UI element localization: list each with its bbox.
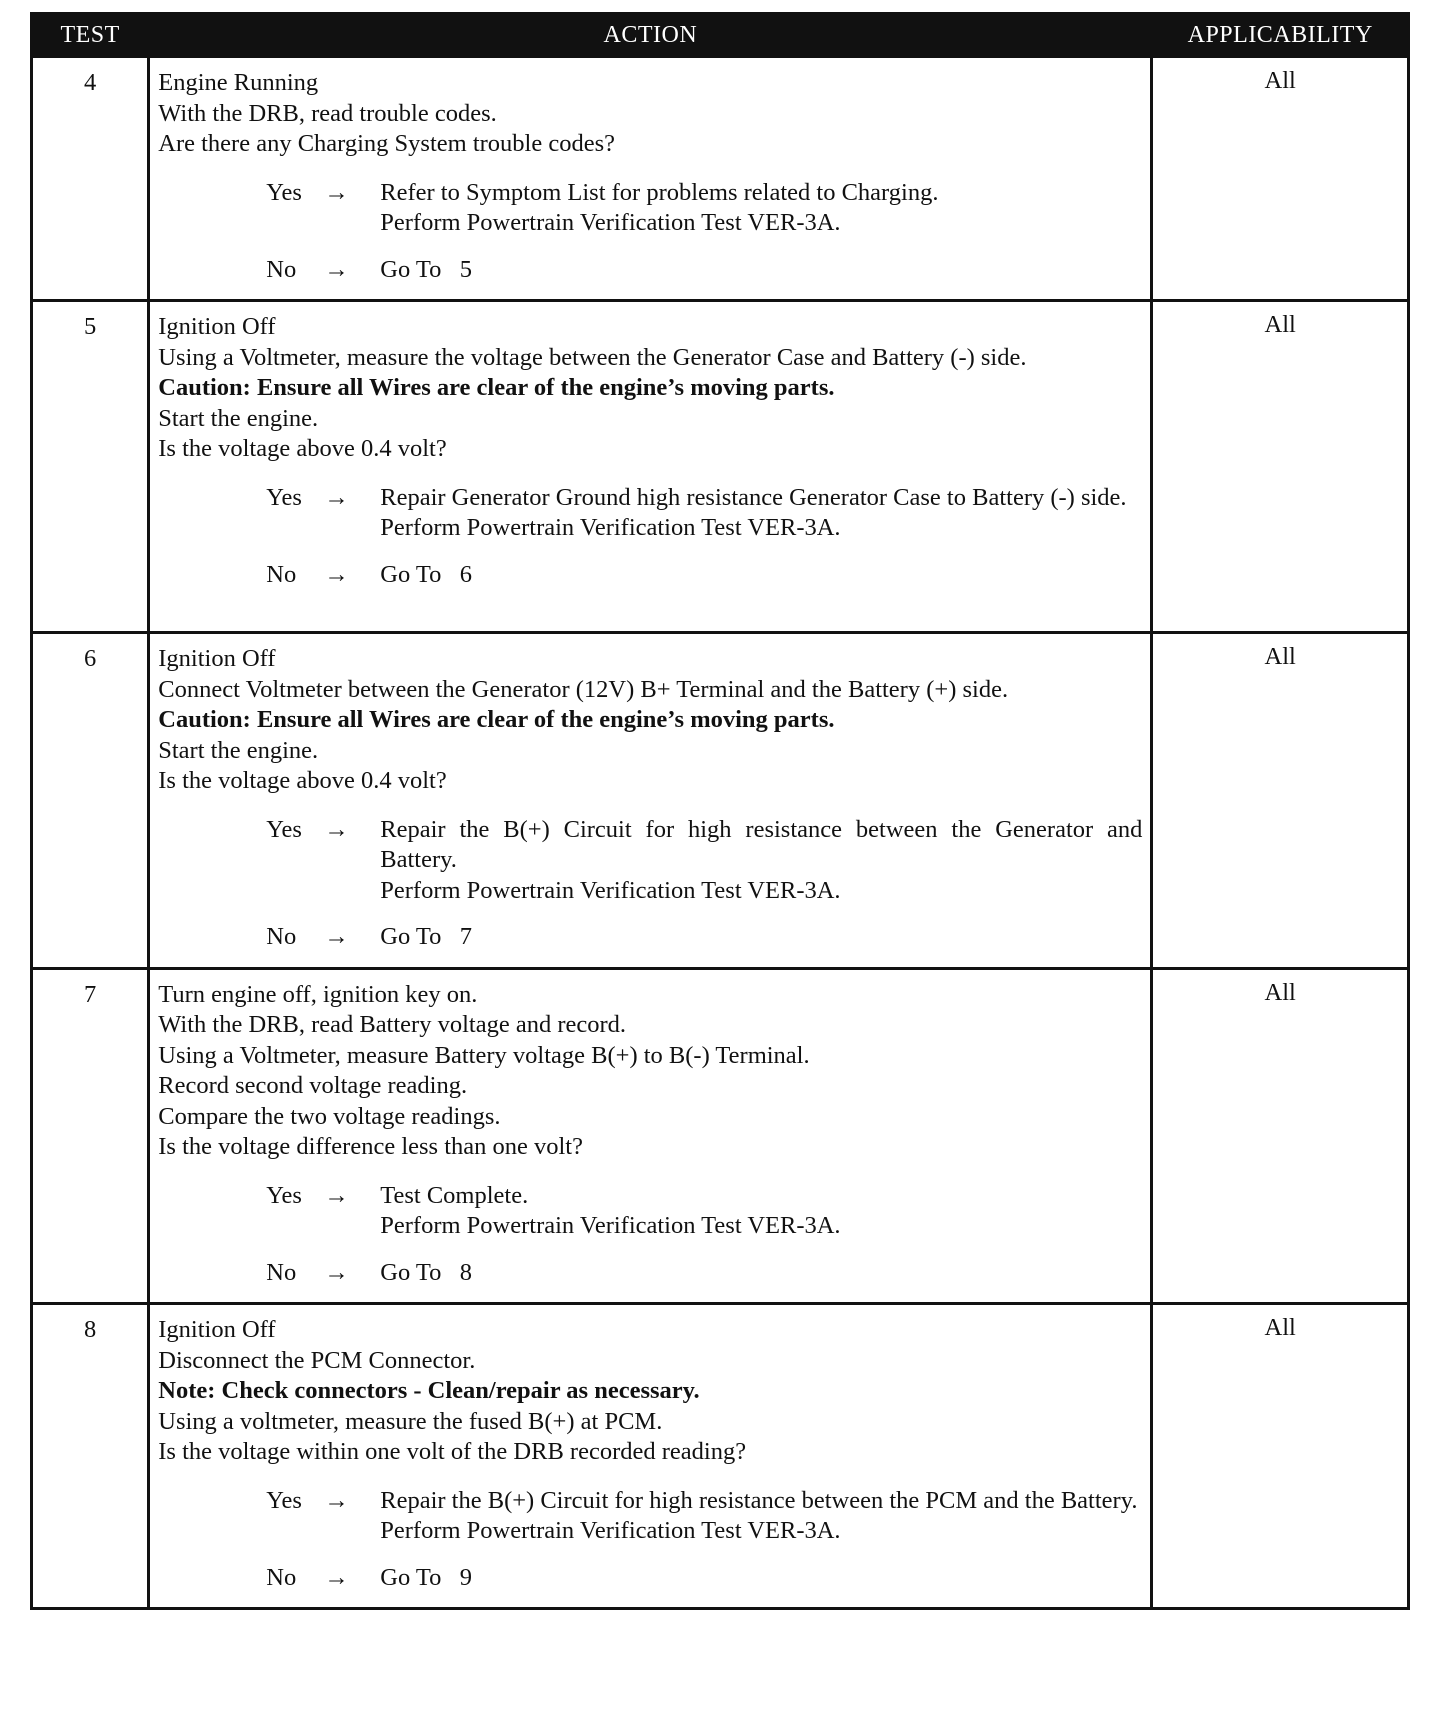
test-number: 7 <box>32 968 149 1304</box>
applicability-value: All <box>1152 57 1409 301</box>
no-result <box>380 1563 1142 1594</box>
test-number: 4 <box>32 57 149 301</box>
no-label: No <box>266 923 297 950</box>
yes-result <box>380 1181 1142 1242</box>
arrow-right-icon: → <box>324 1486 349 1514</box>
no-result <box>380 1258 1142 1289</box>
action-step: Is the voltage within one volt of the DRB recorded reading? <box>158 1438 747 1465</box>
yes-result <box>380 1486 1142 1547</box>
arrow-right-icon: → <box>324 560 349 588</box>
table-body <box>32 57 1409 1609</box>
result-line: Perform Powertrain Verification Test VER-3A. <box>380 1517 841 1544</box>
no-outcome <box>266 922 1142 953</box>
result-line: Go To 9 <box>380 1563 473 1591</box>
header-test: TEST <box>32 14 149 57</box>
action-step: Ignition Off <box>158 313 276 340</box>
spacer <box>158 1468 1142 1486</box>
action-step: Start the engine. <box>158 404 319 432</box>
action-step: Turn engine off, ignition key on. <box>158 980 478 1008</box>
yes-outcome <box>266 1486 1142 1547</box>
yes-label: Yes <box>266 1181 302 1209</box>
action-cell <box>149 301 1152 633</box>
no-result <box>380 255 1142 286</box>
arrow-right-icon: → <box>324 815 349 843</box>
yes-result <box>380 483 1142 544</box>
yes-label: Yes <box>266 1486 302 1514</box>
header-action: ACTION <box>149 14 1152 57</box>
caution-note: Note: Check connectors - Clean/repair as necessary. <box>158 1377 700 1404</box>
diagnostic-procedure-page <box>30 12 1410 1610</box>
table-row <box>32 301 1409 633</box>
action-step: Start the engine. <box>158 736 319 764</box>
action-step: Compare the two voltage readings. <box>158 1102 501 1130</box>
no-label: No <box>266 255 297 283</box>
yes-label: Yes <box>266 178 302 206</box>
yes-result <box>380 178 1142 239</box>
table-row <box>32 633 1409 969</box>
no-outcome <box>266 255 1142 286</box>
result-line: Go To 7 <box>380 923 473 950</box>
result-line: Go To 6 <box>380 560 473 588</box>
arrow-right-icon: → <box>324 1258 349 1286</box>
result-line: Perform Powertrain Verification Test VER-3A. <box>380 1212 841 1239</box>
applicability-value: All <box>1152 1304 1409 1609</box>
table-row <box>32 57 1409 301</box>
result-line: Repair the B(+) Circuit for high resistance between the PCM and the Battery. <box>380 1486 1138 1514</box>
arrow-right-icon: → <box>324 1181 349 1209</box>
no-result <box>380 922 1142 953</box>
arrow-right-icon: → <box>324 923 349 950</box>
no-label: No <box>266 560 297 588</box>
result-line: Perform Powertrain Verification Test VER-3A. <box>380 209 841 236</box>
no-label: No <box>266 1563 297 1591</box>
arrow-right-icon: → <box>324 483 349 511</box>
test-number: 8 <box>32 1304 149 1609</box>
table-row <box>32 1304 1409 1609</box>
caution-note: Caution: Ensure all Wires are clear of the engine’s moving parts. <box>158 374 835 401</box>
caution-note: Caution: Ensure all Wires are clear of the engine’s moving parts. <box>158 706 835 733</box>
yes-label: Yes <box>266 483 302 511</box>
action-step: Record second voltage reading. <box>158 1072 468 1099</box>
action-step: With the DRB, read Battery voltage and record. <box>158 1011 627 1038</box>
action-cell <box>149 57 1152 301</box>
arrow-right-icon: → <box>324 255 349 283</box>
action-step: Are there any Charging System trouble codes? <box>158 130 616 157</box>
applicability-value: All <box>1152 968 1409 1304</box>
result-line: Go To 5 <box>380 255 473 283</box>
no-outcome <box>266 1563 1142 1594</box>
yes-outcome <box>266 815 1149 907</box>
spacer <box>158 160 1142 178</box>
action-step: Is the voltage difference less than one volt? <box>158 1133 583 1160</box>
action-step: Is the voltage above 0.4 volt? <box>158 435 447 462</box>
spacer <box>158 1163 1142 1181</box>
yes-outcome <box>266 178 1142 239</box>
no-outcome <box>266 1258 1142 1289</box>
action-cell <box>149 633 1152 969</box>
applicability-value: All <box>1152 633 1409 969</box>
action-step: Engine Running <box>158 69 319 96</box>
action-step: With the DRB, read trouble codes. <box>158 99 497 127</box>
result-line: Perform Powertrain Verification Test VER-3A. <box>380 514 841 541</box>
action-step: Using a voltmeter, measure the fused B(+) at PCM. <box>158 1407 663 1435</box>
result-line: Perform Powertrain Verification Test VER-3A. <box>380 876 841 904</box>
no-label: No <box>266 1258 297 1286</box>
arrow-right-icon: → <box>324 1563 349 1591</box>
yes-outcome <box>266 483 1142 544</box>
table-row <box>32 968 1409 1304</box>
action-step: Ignition Off <box>158 645 276 672</box>
action-cell <box>149 1304 1152 1609</box>
spacer <box>158 465 1142 483</box>
table-header-row <box>32 14 1409 57</box>
action-step: Ignition Off <box>158 1316 276 1343</box>
header-applicability: APPLICABILITY <box>1152 14 1409 57</box>
action-step: Is the voltage above 0.4 volt? <box>158 767 447 794</box>
applicability-value: All <box>1152 301 1409 633</box>
result-line: Repair the B(+) Circuit for high resistance between the Generator and Battery. <box>380 815 1149 873</box>
arrow-right-icon: → <box>324 178 349 206</box>
no-outcome <box>266 560 1142 591</box>
no-result <box>380 560 1142 591</box>
action-step: Using a Voltmeter, measure the voltage between the Generator Case and Battery (-) side. <box>158 343 1027 371</box>
yes-label: Yes <box>266 815 302 843</box>
action-step: Connect Voltmeter between the Generator (12V) B+ Terminal and the Battery (+) side. <box>158 675 1009 703</box>
result-line: Refer to Symptom List for problems related to Charging. <box>380 178 939 206</box>
action-step: Using a Voltmeter, measure Battery voltage B(+) to B(-) Terminal. <box>158 1041 810 1069</box>
result-line: Repair Generator Ground high resistance Generator Case to Battery (-) side. <box>380 483 1127 511</box>
action-step: Disconnect the PCM Connector. <box>158 1346 476 1374</box>
yes-result <box>380 815 1149 907</box>
action-cell <box>149 968 1152 1304</box>
yes-outcome <box>266 1181 1142 1242</box>
spacer <box>158 797 1142 815</box>
diagnostic-table <box>30 12 1410 1610</box>
result-line: Test Complete. <box>380 1181 529 1209</box>
test-number: 5 <box>32 301 149 633</box>
test-number: 6 <box>32 633 149 969</box>
result-line: Go To 8 <box>380 1258 473 1286</box>
